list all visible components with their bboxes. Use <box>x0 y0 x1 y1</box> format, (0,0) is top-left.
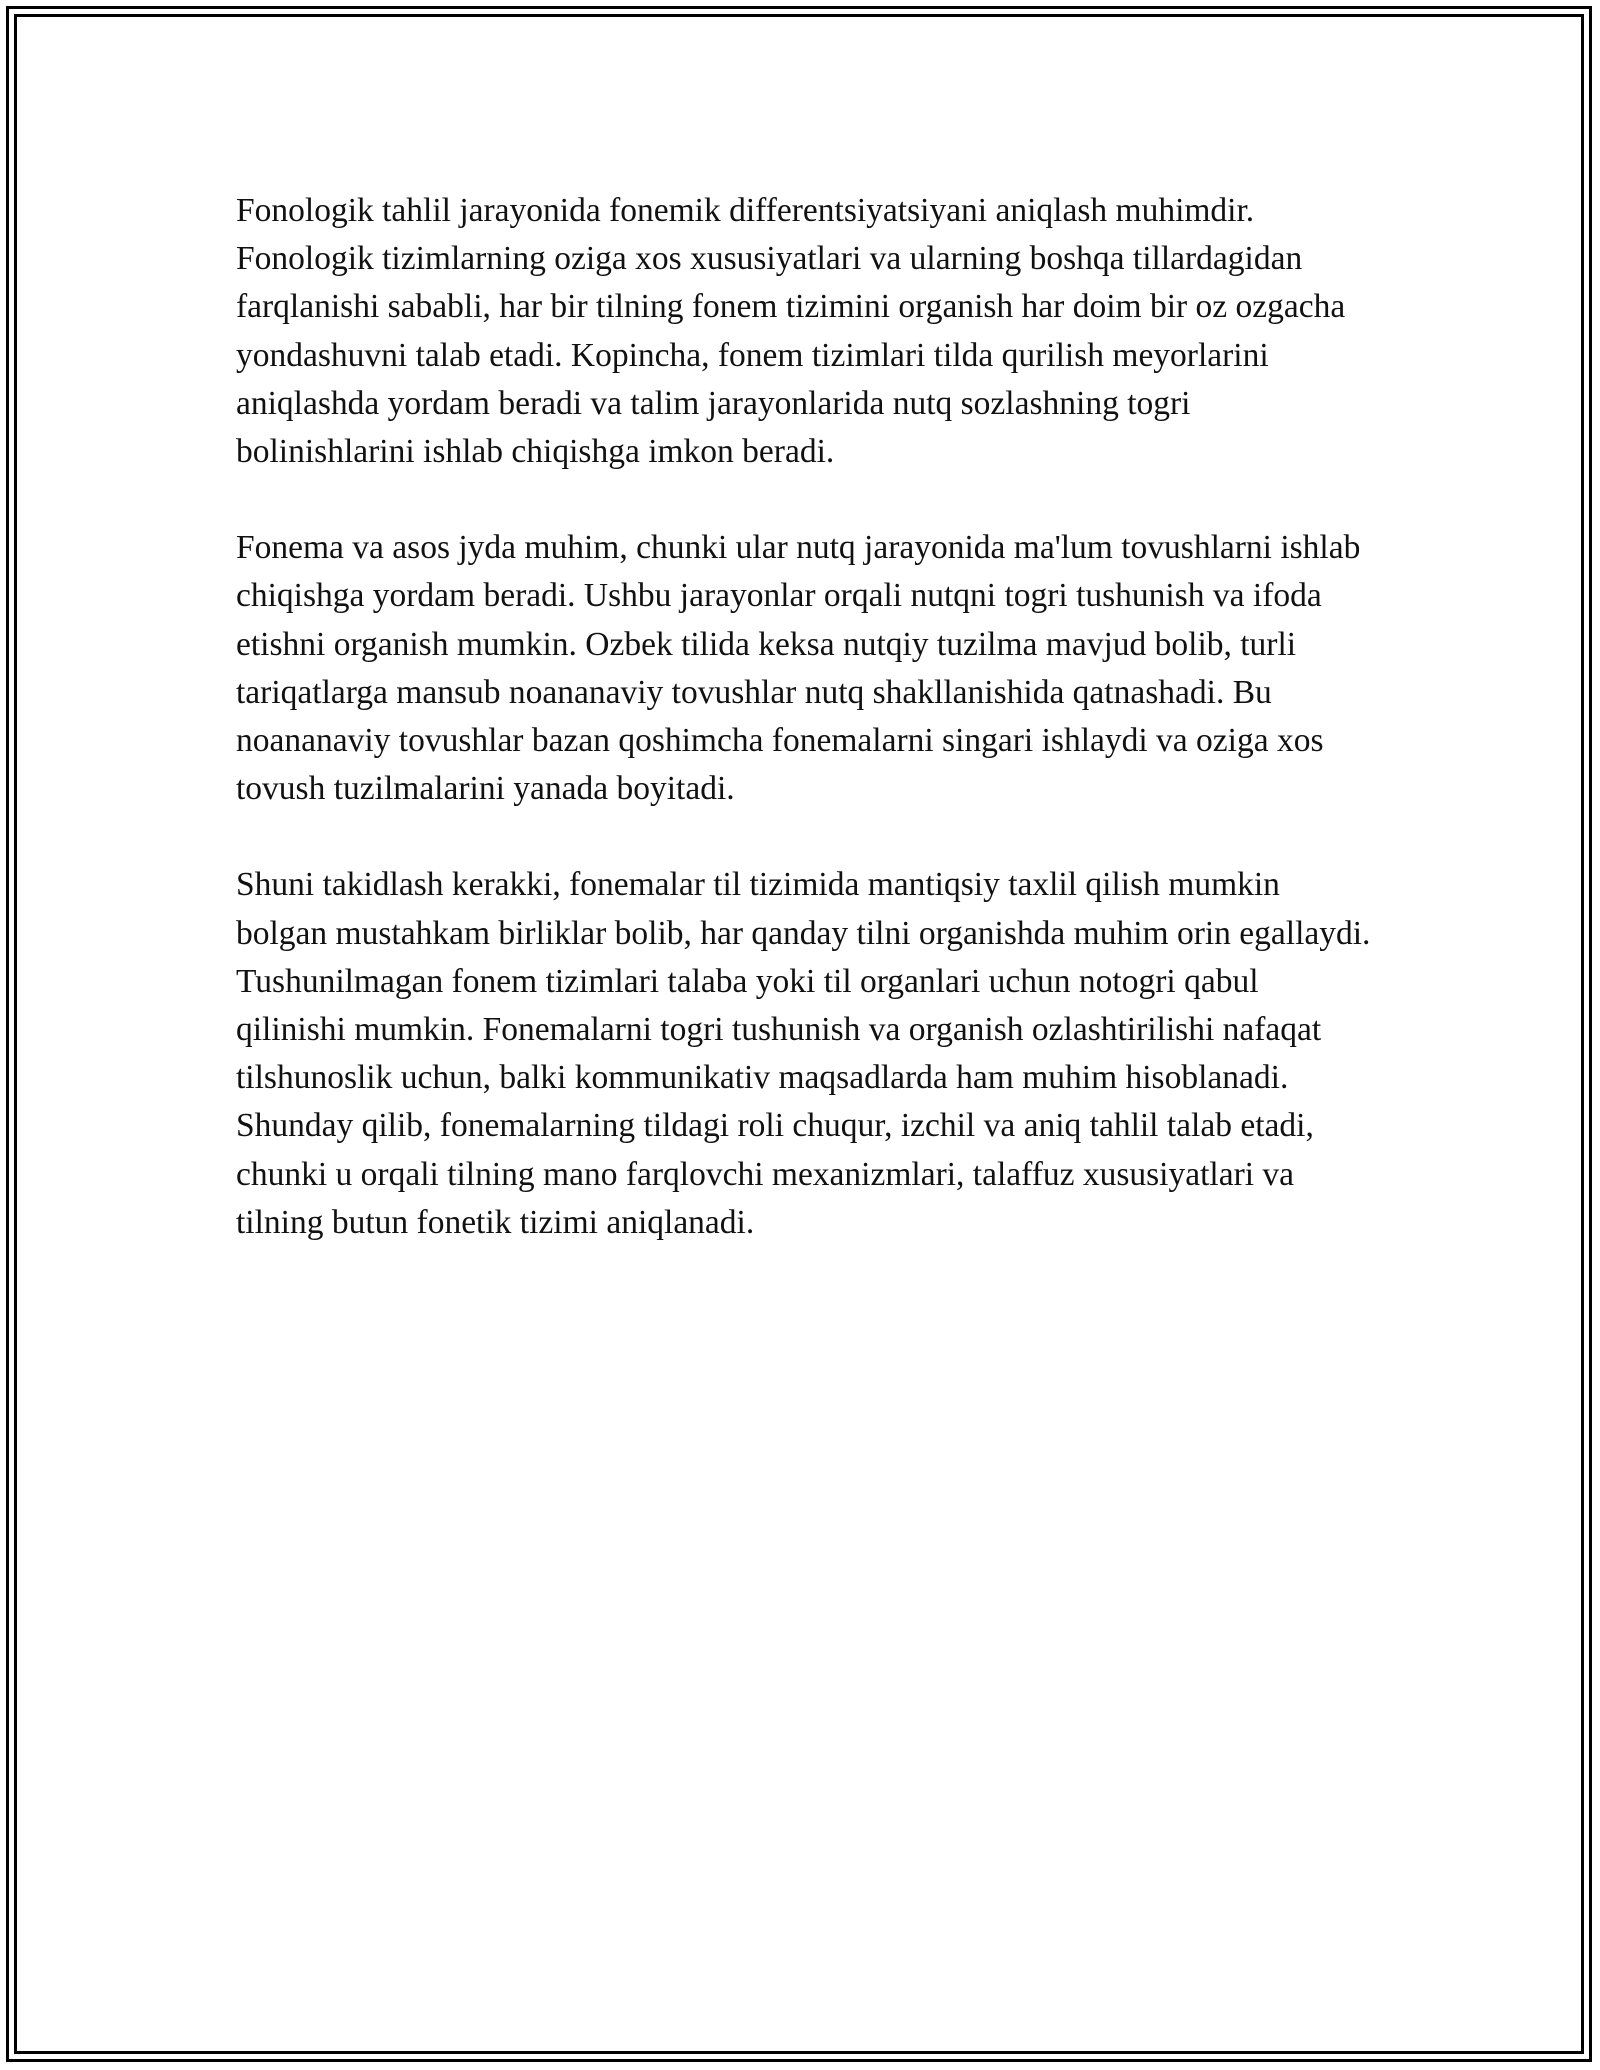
paragraph-1: Fonologik tahlil jarayonida fonemik differentsiyatsiyani aniqlash muhimdir. Fonologik tizimlarning oziga xos xususiyatlari va ularning boshqa tillardagidan farqlanishi sababli, har bir tilning fonem tizimini organish har doim bir oz ozgacha yondashuvni talab etadi. Kopincha, fonem tizimlari tilda qurilish meyorlarini aniqlashda yordam beradi va talim jarayonlarida nutq sozlashning togri bolinishlarini ishlab chiqishga imkon beradi. <box>236 192 1346 471</box>
paragraph-2: Fonema va asos jyda muhim, chunki ular nutq jarayonida ma'lum tovushlarni ishlab chiqishga yordam beradi. Ushbu jarayonlar orqali nutqni togri tushunish va ifoda etishni organish mumkin. Ozbek tilida keksa nutqiy tuzilma mavjud bolib, turli tariqatlarga mansub noananaviy tovushlar nutq shakllanishida qatnashadi. Bu noananaviy tovushlar bazan qoshimcha fonemalarni singari ishlaydi va oziga xos tovush tuzilmalarini yanada boyitadi. <box>236 529 1361 808</box>
paragraph-3: Shuni takidlash kerakki, fonemalar til tizimida mantiqsiy taxlil qilish mumkin bolgan mustahkam birliklar bolib, har qanday tilni organishda muhim orin egallaydi. Tushunilmagan fonem tizimlari talaba yoki til organlari uchun notogri qabul qilinishi mumkin. Fonemalarni togri tushunish va organish ozlashtirilishi nafaqat tilshunoslik uchun, balki kommunikativ maqsadlarda ham muhim hisoblanadi. Shunday qilib, fonemalarning tildagi roli chuqur, izchil va aniq tahlil talab etadi, chunki u orqali tilning mano farqlovchi mexanizmlari, talaffuz xususiyatlari va tilning butun fonetik tizimi aniqlanadi. <box>236 866 1371 1241</box>
document-body <box>236 187 1376 1295</box>
